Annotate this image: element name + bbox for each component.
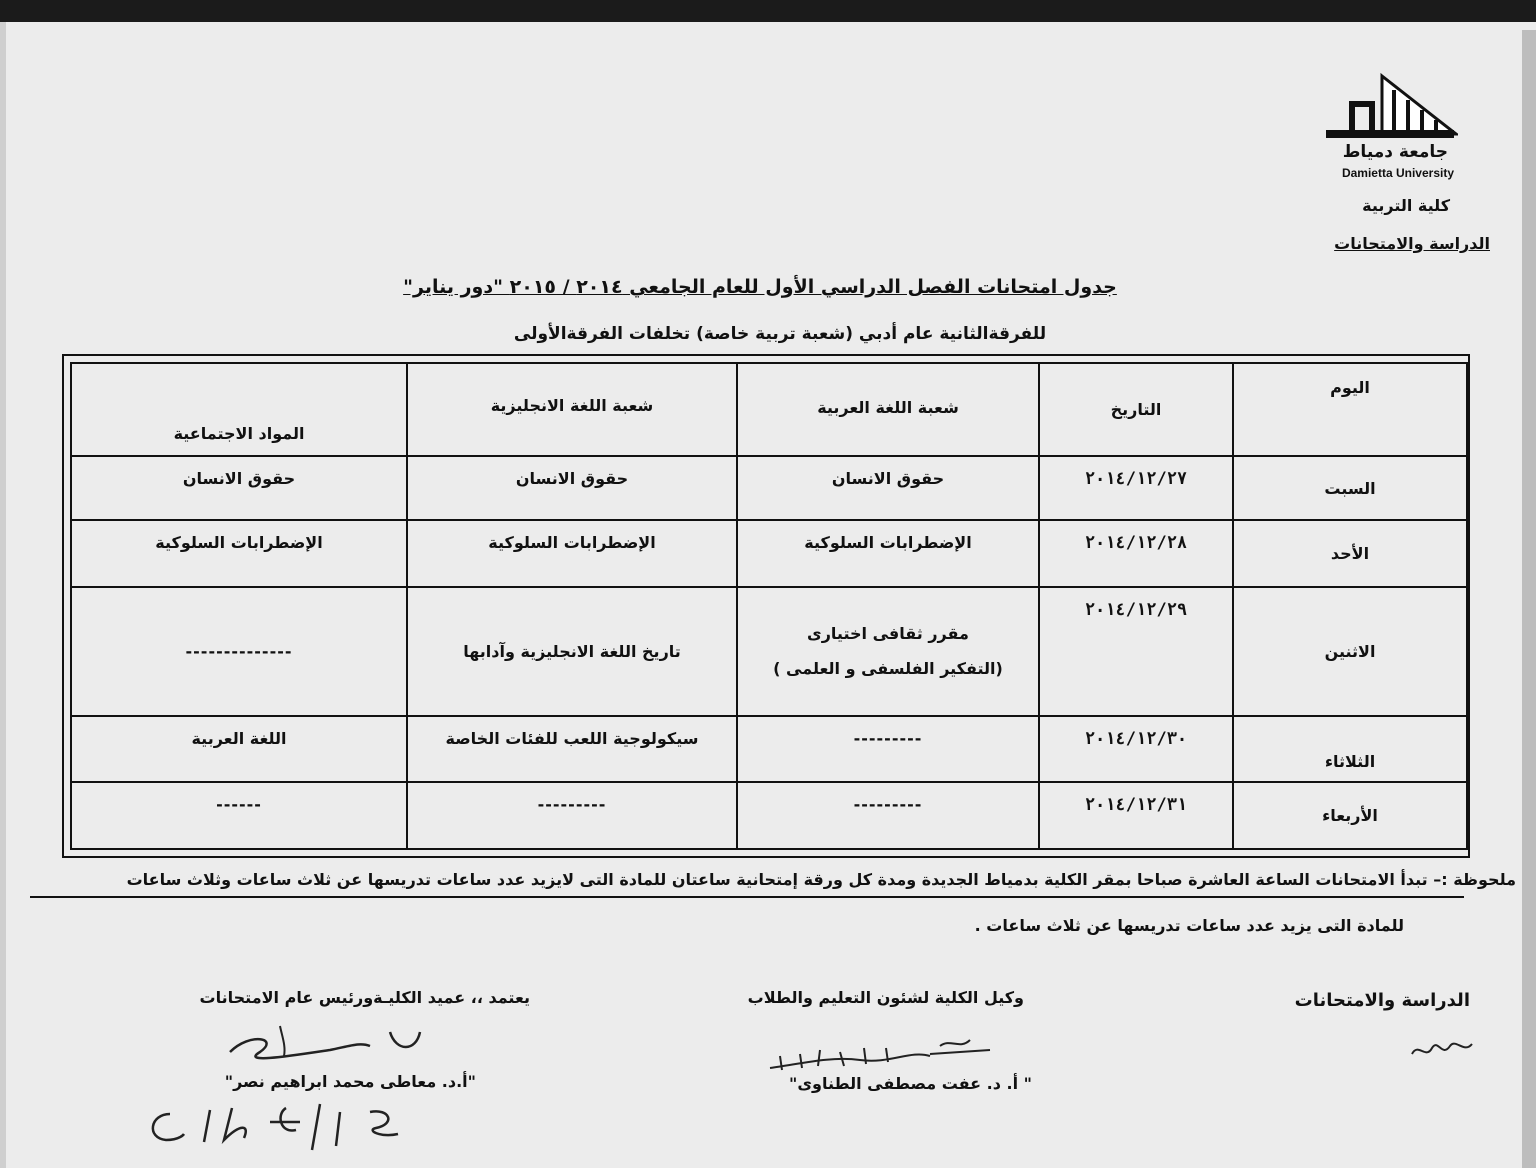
department-name: الدراسة والامتحانات <box>1334 234 1490 253</box>
exams-dept-signature-title: الدراسة والامتحانات <box>1294 990 1470 1011</box>
document-title: جدول امتحانات الفصل الدراسي الأول للعام الجامعي ٢٠١٤ / ٢٠١٥ "دور يناير" <box>403 276 1117 298</box>
university-name-english: Damietta University <box>1341 166 1454 180</box>
cell-english: الإضطرابات السلوكية <box>407 520 737 587</box>
note-line-1: ملحوظة :– تبدأ الامتحانات الساعة العاشرة صباحا بمقر الكلية بدمياط الجديدة ومدة كل ورقة إمتحانية ساعتان للمادة التى لايزيد عدد ساعات تدريسها عن ثلاث ساعات وثلاث ساعات <box>126 870 1516 889</box>
scan-top-border <box>0 0 1536 22</box>
cell-day: الثلاثاء <box>1233 716 1467 783</box>
exam-schedule-frame <box>62 354 1470 858</box>
cell-day: السبت <box>1233 456 1467 521</box>
table-row <box>71 456 1467 521</box>
exams-handwritten-initials <box>1408 1032 1478 1066</box>
cell-date: ٢٠١٤/١٢/٣١ <box>1039 782 1233 849</box>
cell-social: -------------- <box>71 587 407 716</box>
cell-english: سيكولوجية اللعب للفئات الخاصة <box>407 716 737 783</box>
cell-arabic: --------- <box>737 716 1039 783</box>
university-logo <box>1322 70 1458 180</box>
dean-handwritten-signature <box>220 1012 440 1076</box>
table-row <box>71 782 1467 849</box>
faculty-name: كلية التربية <box>1362 196 1450 215</box>
cell-arabic <box>737 587 1039 716</box>
cell-english: --------- <box>407 782 737 849</box>
handwritten-date <box>140 1094 430 1158</box>
cell-social: ------ <box>71 782 407 849</box>
cell-date: ٢٠١٤/١٢/٢٨ <box>1039 520 1233 587</box>
cell-english: حقوق الانسان <box>407 456 737 521</box>
dean-name: "أ.د. معاطى محمد ابراهيم نصر" <box>224 1072 476 1091</box>
cell-day: الأربعاء <box>1233 782 1467 849</box>
note-line-2: للمادة التى يزيد عدد ساعات تدريسها عن ثلاث ساعات . <box>974 916 1404 935</box>
cell-arabic-line1: مقرر ثقافى اختيارى <box>807 624 969 644</box>
cell-day: الأحد <box>1233 520 1467 587</box>
scan-right-edge <box>1522 30 1536 1168</box>
cell-arabic: الإضطرابات السلوكية <box>737 520 1039 587</box>
cell-arabic: حقوق الانسان <box>737 456 1039 521</box>
exam-schedule-table <box>70 362 1468 850</box>
scan-left-edge <box>0 22 6 1168</box>
table-row <box>71 716 1467 783</box>
cell-english: تاريخ اللغة الانجليزية وآدابها <box>407 587 737 716</box>
header-arabic-section: شعبة اللغة العربية <box>737 363 1039 456</box>
cell-social: حقوق الانسان <box>71 456 407 521</box>
header-english-section: شعبة اللغة الانجليزية <box>407 363 737 456</box>
vice-dean-name: " أ. د. عفت مصطفى الطناوى" <box>789 1074 1032 1093</box>
table-row <box>71 587 1467 716</box>
header-day: اليوم <box>1233 363 1467 456</box>
cell-date: ٢٠١٤/١٢/٢٩ <box>1039 587 1233 716</box>
cell-arabic: --------- <box>737 782 1039 849</box>
note-underline <box>30 896 1464 898</box>
cell-social: الإضطرابات السلوكية <box>71 520 407 587</box>
cell-date: ٢٠١٤/١٢/٣٠ <box>1039 716 1233 783</box>
table-header-row <box>71 363 1467 456</box>
vice-dean-title: وكيل الكلية لشئون التعليم والطلاب <box>747 988 1024 1007</box>
cell-social: اللغة العربية <box>71 716 407 783</box>
vice-dean-handwritten-signature <box>760 1020 1000 1080</box>
university-name-arabic: جامعة دمياط <box>1342 142 1448 162</box>
cell-date: ٢٠١٤/١٢/٢٧ <box>1039 456 1233 521</box>
document-subtitle: للفرقةالثانية عام أدبي (شعبة تربية خاصة) تخلفات الفرقةالأولى <box>513 324 1047 344</box>
cell-day: الاثنين <box>1233 587 1467 716</box>
header-date: التاريخ <box>1039 363 1233 456</box>
cell-arabic-line2: (التفكير الفلسفى و العلمى ) <box>773 659 1003 679</box>
table-row <box>71 520 1467 587</box>
dean-title: يعتمد ،، عميد الكليـةورئيس عام الامتحانات <box>199 988 530 1007</box>
header-social-studies: المواد الاجتماعية <box>71 363 407 456</box>
